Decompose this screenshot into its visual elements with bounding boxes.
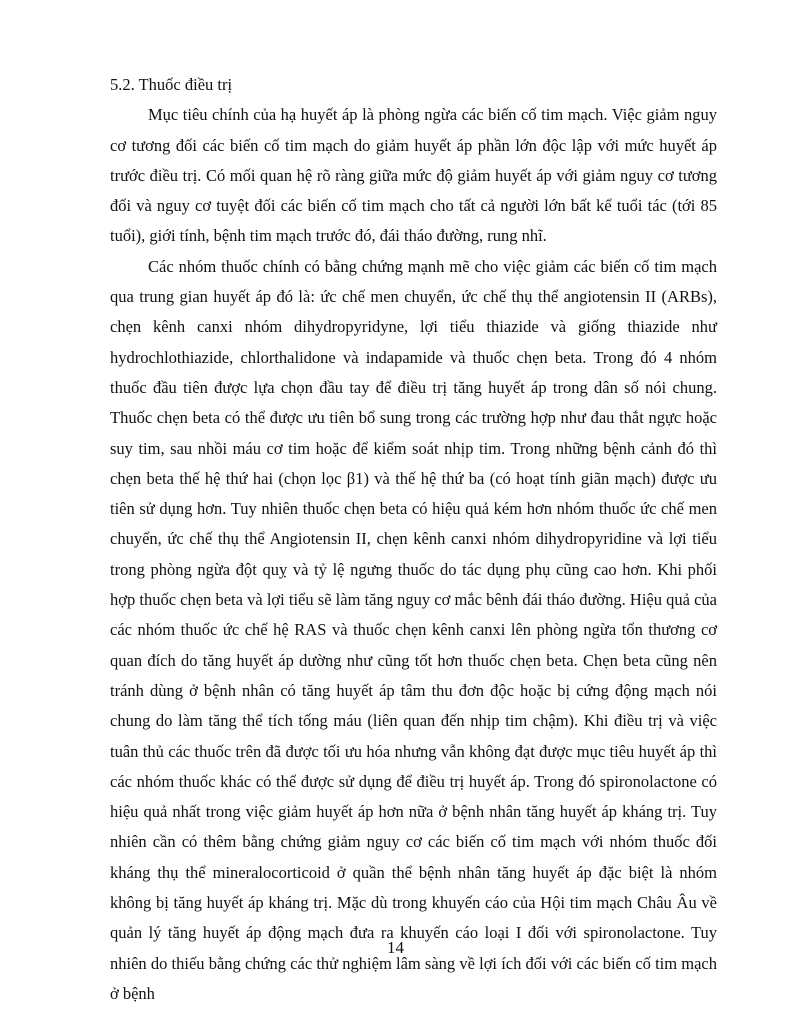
paragraph-drug-groups: Các nhóm thuốc chính có bằng chứng mạnh mẽ cho việc giảm các biến cố tim mạch qua trung gian huyết áp đó là: ức chế men chuyển, ức chế thụ thể angiotensin II (ARBs), chẹn kênh canxi nhóm dihydropyridyne, lợi tiểu thiazide và giống thiazide như hydrochlothiazide, chlorthalidone và indapamide và thuốc chẹn beta. Trong đó 4 nhóm thuốc đầu tiên được lựa chọn đầu tay để điều trị tăng huyết áp trong dân số nói chung. Thuốc chẹn beta có thể được ưu tiên bổ sung trong các trường hợp như đau thắt ngực hoặc suy tim, sau nhồi máu cơ tim hoặc để kiểm soát nhịp tim. Trong những bệnh cảnh đó thì chẹn beta thế hệ thứ hai (chọn lọc β1) và thế hệ thứ ba (có hoạt tính giãn mạch) được ưu tiên sử dụng hơn. Tuy nhiên thuốc chẹn beta có hiệu quả kém hơn nhóm thuốc ức chế men chuyển, ức chế thụ thể Angiotensin II, chẹn kênh canxi nhóm dihydropyridine và lợi tiểu trong phòng ngừa đột quỵ và tỷ lệ ngưng thuốc do tác dụng phụ cũng cao hơn. Khi phối hợp thuốc chẹn beta và lợi tiểu sẽ làm tăng nguy cơ mắc bênh đái tháo đường. Hiệu quả của các nhóm thuốc ức chế hệ RAS và thuốc chẹn kênh canxi lên phòng ngừa tổn thương cơ quan đích do tăng huyết áp dường như cũng tốt hơn thuốc chẹn beta. Chẹn beta cũng nên tránh dùng ở bệnh nhân có tăng huyết áp tâm thu đơn độc hoặc bị cứng động mạch nói chung do làm tăng thể tích tống máu (liên quan đến nhịp tim chậm). Khi điều trị và việc tuân thủ các thuốc trên đã được tối ưu hóa nhưng vẫn không đạt được mục tiêu huyết áp thì các nhóm thuốc khác có thể được sử dụng để điều trị huyết áp. Trong đó spironolactone có hiệu quả nhất trong việc giảm huyết áp hơn nữa ở bệnh nhân tăng huyết áp kháng trị. Tuy nhiên cần có thêm bằng chứng giảm nguy cơ các biến cố tim mạch với nhóm thuốc đối kháng thụ thể mineralocorticoid ở quần thể bệnh nhân tăng huyết áp đặc biệt là nhóm không bị tăng huyết áp kháng trị. Mặc dù trong khuyến cáo của Hội tim mạch Châu Âu về quản lý tăng huyết áp động mạch đưa ra khuyến cáo loại I đối với spironolactone. Tuy nhiên do thiếu bằng chứng các thử nghiệm lâm sàng về lợi ích đối với các biến cố tim mạch ở bệnh [110,256,717,1003]
page-number: 14 [387,938,404,957]
paragraph-goals: Mục tiêu chính của hạ huyết áp là phòng ngừa các biến cố tim mạch. Việc giảm nguy cơ tương đối các biến cố tim mạch do giảm huyết áp phần lớn độc lập với mức huyết áp trước điều trị. Có mối quan hệ rõ ràng giữa mức độ giảm huyết áp với giảm nguy cơ tương đối và nguy cơ tuyệt đối các biến cố tim mạch cho tất cả người lớn bất kể tuổi tác (tới 85 tuổi), giới tính, bệnh tim mạch trước đó, đái tháo đường, rung nhĩ. [110,105,717,246]
document-page [110,70,717,1009]
section-heading: 5.2. Thuốc điều trị [110,75,233,94]
